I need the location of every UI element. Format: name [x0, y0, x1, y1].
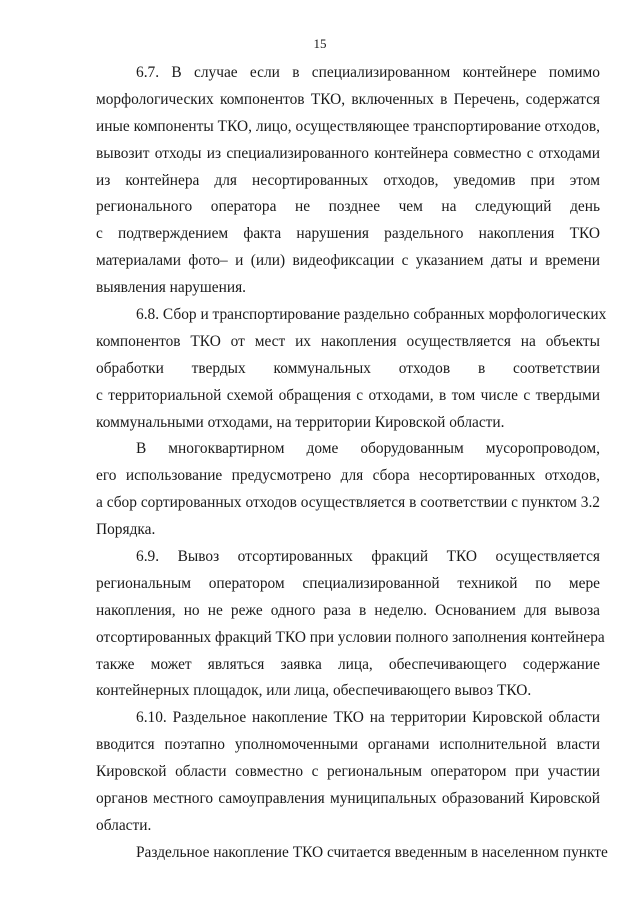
text-line: коммунальными отходами, на территории Кировской области.	[96, 413, 505, 431]
text-line: вводится поэтапно уполномоченными органами исполнительной власти	[96, 736, 600, 754]
text-line: также может являться заявка лица, обеспечивающего содержание	[96, 655, 600, 673]
text-line: 6.9. Вывоз отсортированных фракций ТКО осуществляется	[136, 548, 600, 566]
text-line: с подтверждением факта нарушения раздельного накопления ТКО	[96, 225, 600, 243]
text-line: Кировской области совместно с региональным оператором при участии	[96, 763, 600, 781]
paragraph-separate-accumulation	[96, 840, 608, 867]
text-line: иные компоненты ТКО, лицо, осуществляющее транспортирование отходов,	[96, 117, 600, 135]
text-line: отсортированных фракций ТКО при условии полного заполнения контейнера	[96, 628, 605, 646]
text-line: Раздельное накопление ТКО считается введенным в населенном пункте	[136, 843, 608, 861]
text-line: 6.10. Раздельное накопление ТКО на территории Кировской области	[136, 709, 600, 727]
text-line: 6.7. В случае если в специализированном контейнере помимо	[136, 64, 600, 81]
paragraph-garbage-chute	[96, 436, 600, 544]
paragraph-6-9	[96, 544, 605, 705]
text-line: морфологических компонентов ТКО, включенных в Перечень, содержатся	[96, 90, 600, 108]
text-line: регионального оператора не позднее чем на следующий день	[96, 198, 600, 216]
text-line: 6.8. Сбор и транспортирование раздельно собранных морфологических	[136, 306, 607, 324]
text-line: региональным оператором специализированной техникой по мере	[96, 574, 600, 592]
paragraph-6-7	[96, 60, 600, 302]
text-line: с территориальной схемой обращения с отходами, в том числе с твердыми	[96, 386, 600, 404]
paragraph-6-8	[96, 302, 607, 436]
text-line: компонентов ТКО от мест их накопления осуществляется на объекты	[96, 332, 600, 350]
text-line: контейнерных площадок, или лица, обеспечивающего вывоз ТКО.	[96, 682, 532, 700]
text-line: а сбор сортированных отходов осуществляется в соответствии с пунктом 3.2	[96, 494, 600, 512]
paragraph-6-10	[96, 705, 600, 839]
text-line: выявления нарушения.	[96, 279, 246, 297]
text-line: Порядка.	[96, 521, 156, 539]
text-line: области.	[96, 816, 152, 834]
text-line: накопления, но не реже одного раза в неделю. Основанием для вывоза	[96, 601, 600, 619]
document-body	[96, 60, 608, 867]
text-line: из контейнера для несортированных отходов, уведомив при этом	[96, 171, 600, 189]
text-line: материалами фото– и (или) видеофиксации с указанием даты и времени	[96, 252, 600, 270]
page-number: 15	[313, 36, 327, 51]
text-line: В многоквартирном доме оборудованным мусоропроводом,	[136, 440, 600, 458]
text-line: вывозит отходы из специализированного контейнера совместно с отходами	[96, 144, 600, 162]
text-line: его использование предусмотрено для сбора несортированных отходов,	[96, 467, 600, 485]
text-line: органов местного самоуправления муниципальных образований Кировской	[96, 790, 600, 808]
text-line: обработки твердых коммунальных отходов в соответствии	[96, 359, 600, 377]
